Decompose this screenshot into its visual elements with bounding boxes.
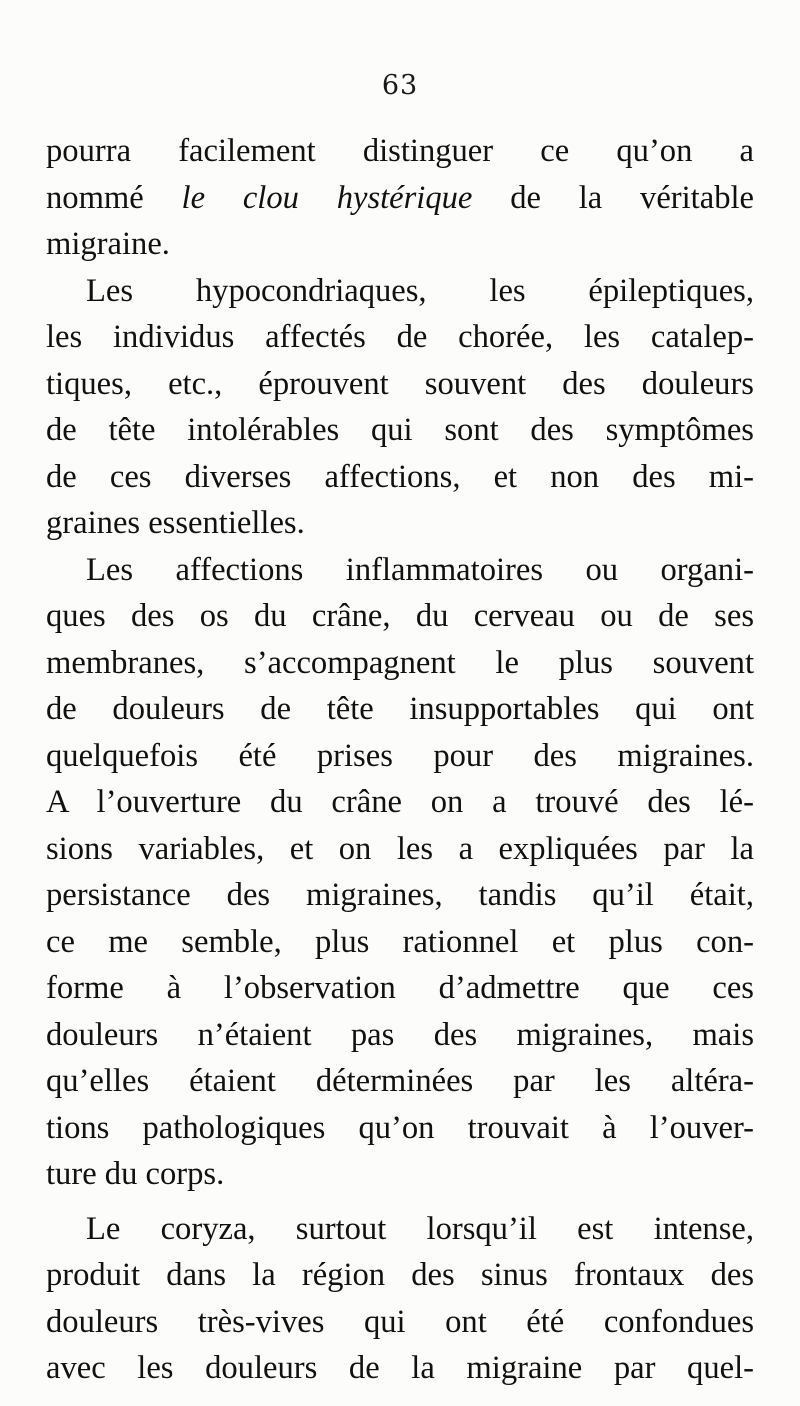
- page-number: 63: [381, 70, 419, 101]
- paragraph: [46, 1206, 754, 1392]
- text-line: sions variables, et on les a expliquées par la: [46, 830, 754, 867]
- text-line: avec les douleurs de la migraine par quel-: [46, 1350, 754, 1386]
- text-line: Les hypocondriaques, les épileptiques,: [86, 272, 754, 309]
- text-line: qu’elles étaient déterminées par les altéra-: [46, 1063, 754, 1099]
- text-line: de douleurs de tête insupportables qui ont: [46, 691, 754, 727]
- text-line: Le coryza, surtout lorsqu’il est intense,: [86, 1210, 754, 1247]
- text-line: ture du corps.: [46, 1156, 225, 1192]
- text-line: ce me semble, plus rationnel et plus con-: [46, 923, 754, 960]
- paragraph: [46, 128, 754, 268]
- italic-term: le clou hystérique: [181, 179, 473, 216]
- text-line: de tête intolérables qui sont des symptômes: [46, 412, 754, 448]
- text-segment: de la véritable: [472, 179, 754, 216]
- text-line: tiques, etc., éprouvent souvent des douleurs: [46, 365, 754, 402]
- text-line: pourra facilement distinguer ce qu’on a: [46, 133, 754, 169]
- text-line: graines essentielles.: [46, 505, 305, 541]
- text-line: douleurs n’étaient pas des migraines, mais: [46, 1016, 754, 1053]
- paragraph-gap: [46, 1198, 754, 1206]
- text-line: produit dans la région des sinus frontaux des: [46, 1257, 754, 1293]
- text-line: les individus affectés de chorée, les catalep-: [46, 319, 754, 355]
- text-line: migraine.: [46, 226, 170, 262]
- paragraph: [46, 268, 754, 547]
- text-line: tions pathologiques qu’on trouvait à l’ouver-: [46, 1109, 754, 1146]
- text-line: de ces diverses affections, et non des mi-: [46, 458, 754, 495]
- text-line: douleurs très-vives qui ont été confondues: [46, 1303, 754, 1340]
- text-line: forme à l’observation d’admettre que ces: [46, 970, 754, 1006]
- text-line: A l’ouverture du crâne on a trouvé des lé-: [46, 784, 754, 820]
- text-segment: nommé: [46, 179, 182, 216]
- text-line: quelquefois été prises pour des migraines.: [46, 737, 754, 774]
- text-line: Les affections inflammatoires ou organi-: [86, 551, 754, 588]
- body-text: [46, 128, 754, 1392]
- paragraph: [46, 547, 754, 1198]
- text-line: ques des os du crâne, du cerveau ou de ses: [46, 598, 754, 634]
- text-line: membranes, s’accompagnent le plus souvent: [46, 644, 754, 681]
- text-line: [46, 175, 754, 222]
- text-line: persistance des migraines, tandis qu’il était,: [46, 877, 754, 913]
